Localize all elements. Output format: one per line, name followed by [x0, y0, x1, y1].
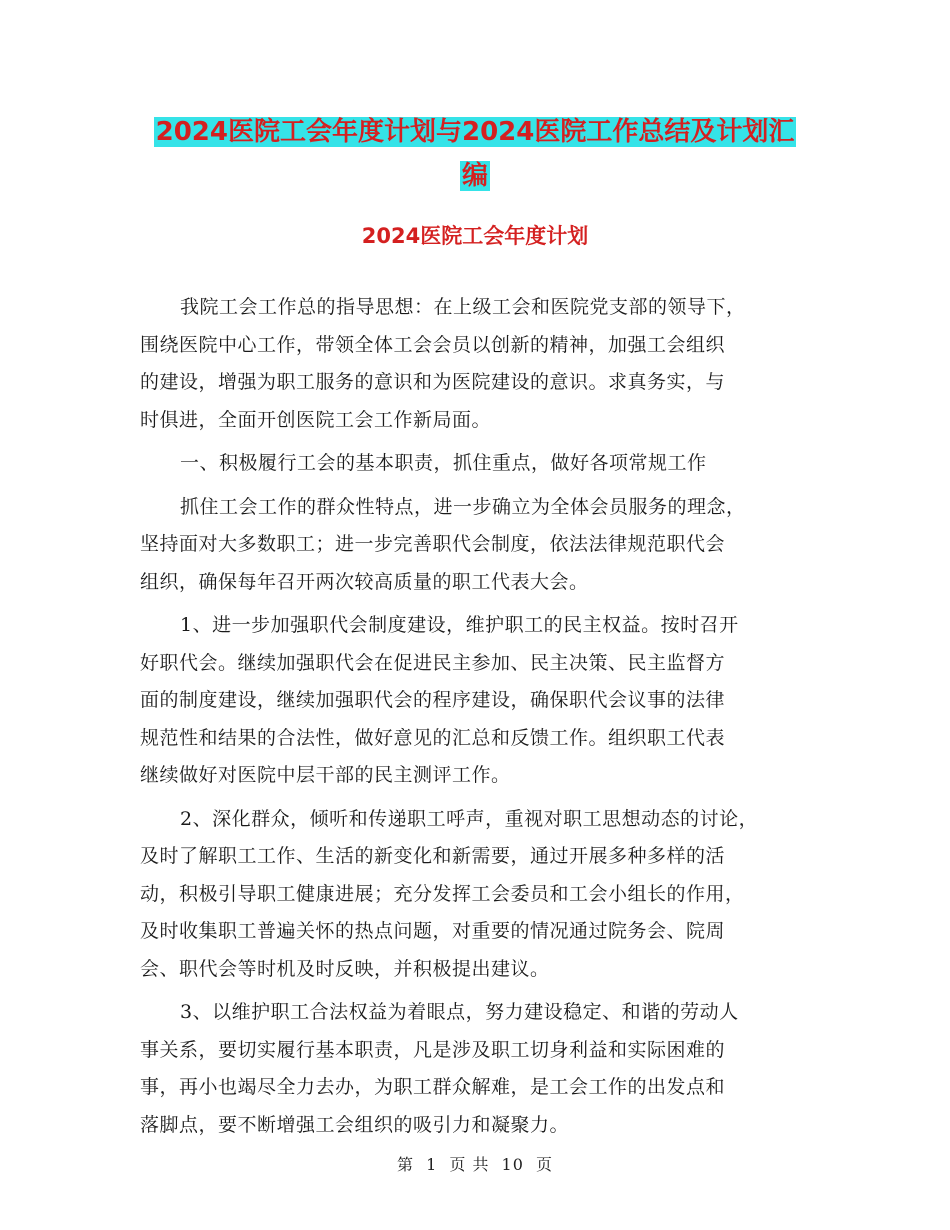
body-line: 围绕医院中心工作，带领全体工会会员以创新的精神，加强工会组织: [140, 333, 726, 356]
body-line: 组织，确保每年召开两次较高质量的职工代表大会。: [140, 570, 589, 593]
footer-total-pages: 10: [501, 1155, 524, 1174]
document-body: [140, 289, 820, 1144]
body-line: 事，再小也竭尽全力去办，为职工群众解难，是工会工作的出发点和: [140, 1076, 726, 1098]
body-line: 面的制度建设，继续加强职代会的程序建设，确保职代会议事的法律: [140, 689, 726, 711]
document-title-highlight-2: 编: [461, 161, 488, 191]
body-line: 继续做好对医院中层干部的民主测评工作。: [140, 764, 511, 786]
body-line: 的建设，增强为职工服务的意识和为医院建设的意识。求真务实，与: [140, 371, 726, 393]
page-footer: [0, 1152, 950, 1175]
body-line: 规范性和结果的合法性，做好意见的汇总和反馈工作。组织职工代表: [140, 726, 726, 749]
body-line: 2、深化群众，倾听和传递职工呼声，重视对职工思想动态的讨论，: [180, 807, 759, 830]
body-line: 抓住工会工作的群众性特点，进一步确立为全体会员服务的理念，: [180, 495, 746, 518]
document-title-line-1: [140, 110, 810, 154]
body-heading-line: 一、积极履行工会的基本职责，抓住重点，做好各项常规工作: [180, 452, 707, 474]
body-line: 落脚点，要不断增强工会组织的吸引力和凝聚力。: [140, 1113, 570, 1136]
body-line: 及时了解职工工作、生活的新变化和新需要，通过开展多种多样的活: [140, 845, 726, 867]
body-line: 我院工会工作总的指导思想：在上级工会和医院党支部的领导下，: [180, 296, 746, 318]
footer-prefix: 第: [396, 1155, 414, 1174]
body-line: 坚持面对大多数职工；进一步完善职代会制度，依法法律规范职代会: [140, 533, 726, 555]
footer-page-number: 1: [426, 1155, 438, 1174]
body-line: 1、进一步加强职代会制度建设，维护职工的民主权益。按时召开: [180, 614, 739, 636]
document-title-line-2: [140, 154, 810, 198]
body-line: 会、职代会等时机及时反映，并积极提出建议。: [140, 957, 550, 980]
footer-middle: 页 共: [449, 1155, 490, 1174]
body-line: 3、以维护职工合法权益为着眼点，努力建设稳定、和谐的劳动人: [180, 1001, 739, 1023]
section-title: 2024医院工会年度计划: [361, 224, 589, 248]
body-line: 及时收集职工普遍关怀的热点问题，对重要的情况通过院务会、院周: [140, 920, 726, 942]
body-line: 事关系，要切实履行基本职责，凡是涉及职工切身利益和实际困难的: [140, 1038, 726, 1061]
document-title-highlight-1: 2024医院工会年度计划与2024医院工作总结及计划汇: [155, 117, 795, 147]
body-line: 动，积极引导职工健康进展；充分发挥工会委员和工会小组长的作用，: [140, 882, 745, 905]
body-line: 时俱进，全面开创医院工会工作新局面。: [140, 408, 492, 431]
footer-suffix: 页: [536, 1155, 554, 1174]
body-line: 好职代会。继续加强职代会在促进民主参加、民主决策、民主监督方: [140, 651, 726, 674]
